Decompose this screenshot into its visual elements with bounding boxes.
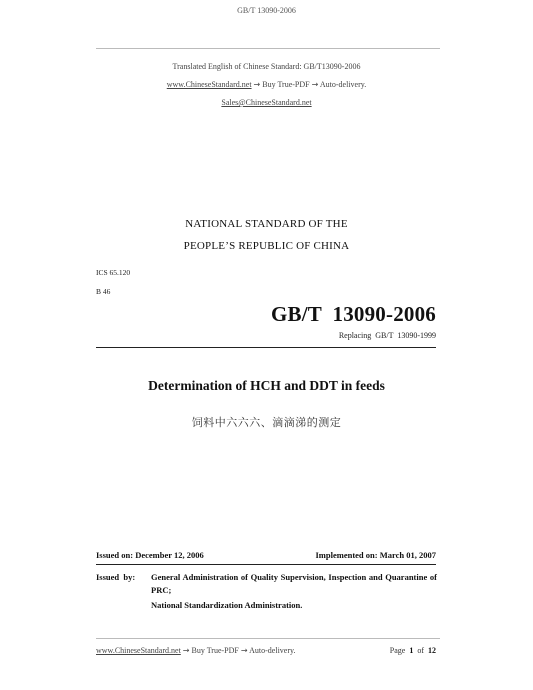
issued-on-date: Issued on: December 12, 2006 (96, 550, 204, 560)
buy-pdf-text: Buy True-PDF (262, 80, 310, 89)
page-label: Page (389, 646, 406, 655)
page-total: 12 (428, 646, 436, 655)
running-header (0, 6, 533, 15)
issuance-divider (96, 564, 436, 565)
arrow-right-icon: → (182, 646, 190, 655)
standard-number: GB/T 13090-2006 (271, 302, 436, 326)
footer-site-link[interactable]: www.ChineseStandard.net (96, 646, 181, 655)
country-heading (0, 240, 533, 252)
running-header-title: GB/T 13090-2006 (237, 6, 296, 15)
arrow-right-icon: → (311, 80, 319, 89)
site-link[interactable]: www.ChineseStandard.net (166, 80, 252, 89)
issuer-secondary: National Standardization Administration. (151, 600, 303, 610)
translation-notice-text: Translated English of Chinese Standard: GB/T13090-2006 (172, 62, 361, 71)
page-of-label: of (417, 646, 424, 655)
footer-auto-delivery-text: Auto-delivery. (249, 646, 296, 655)
footer-divider (96, 638, 440, 639)
document-title-chinese: 饲料中六六六、滴滴涕的测定 (191, 416, 342, 429)
issued-by-label: Issued by: (96, 572, 136, 582)
issuer-primary: General Administration of Quality Supervision, Inspection and Quarantine of PRC; (151, 572, 437, 595)
arrow-right-icon: → (240, 646, 248, 655)
national-standard-heading (0, 218, 533, 230)
implemented-on-date: Implemented on: March 01, 2007 (315, 550, 436, 560)
header-divider (96, 48, 440, 49)
title-divider (96, 347, 436, 348)
classification-code: B 46 (96, 287, 111, 296)
page-indicator (390, 646, 436, 655)
contact-line (0, 98, 533, 107)
national-standard-line-1: NATIONAL STANDARD OF THE (185, 218, 348, 230)
page-current: 1 (409, 646, 414, 655)
translation-notice (0, 62, 533, 71)
ics-code: ICS 65.120 (96, 268, 131, 277)
replacing-note: Replacing GB/T 13090-1999 (338, 331, 436, 340)
purchase-line (0, 80, 533, 89)
footer-buy-pdf-text: Buy True-PDF (191, 646, 239, 655)
footer-purchase-line (96, 646, 295, 655)
arrow-right-icon: → (253, 80, 261, 89)
document-title: Determination of HCH and DDT in feeds (148, 378, 385, 393)
auto-delivery-text: Auto-delivery. (319, 80, 367, 89)
national-standard-line-2: PEOPLE’S REPUBLIC OF CHINA (183, 240, 350, 252)
email-link[interactable]: Sales@ChineseStandard.net (221, 98, 312, 107)
